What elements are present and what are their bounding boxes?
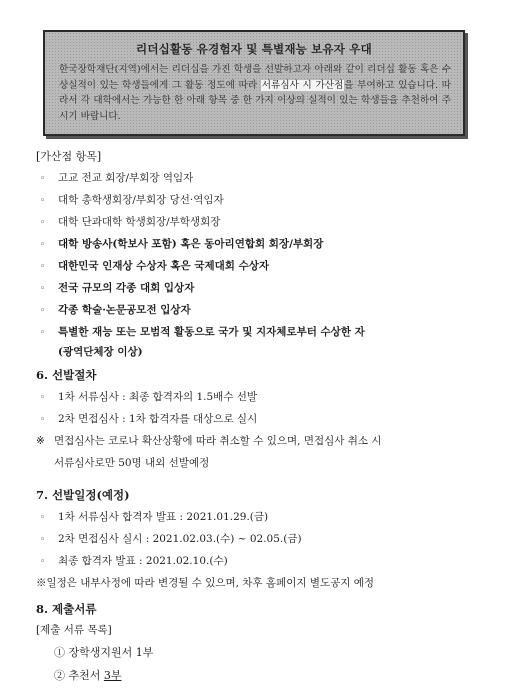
section-heading: 8. 제출서류 <box>36 602 97 616</box>
bullet-icon: ◦ <box>40 393 46 403</box>
bullet-icon: ◦ <box>40 262 46 272</box>
note: ※일정은 내부사정에 따라 변경될 수 있으며, 차후 홈페이지 별도공지 예정 <box>36 577 375 589</box>
bullet-icon: ◦ <box>40 284 46 294</box>
bullet-icon: ◦ <box>40 513 46 523</box>
list-item: ◦ 고교 전교 회장/부회장 역임자 <box>40 172 194 184</box>
bullet-icon: ◦ <box>40 240 46 250</box>
note: ※ 면접심사는 코로나 확산상황에 따라 취소할 수 있으며, 면접심사 취소 시 <box>36 435 382 447</box>
notice-body-text: 한국장학재단(지역)에서는 리더십을 가진 학생을 선발하고자 아래와 같이 리더십 활동 혹은 수상실적이 있는 학생들에게 그 활동 정도에 따라 <box>59 64 451 91</box>
notice-body <box>59 62 451 124</box>
list-item: ◦ 2차 면접심사 실시 : 2021.02.03.(수) ~ 02.05.(금) <box>40 533 302 545</box>
section-heading: 7. 선발일정(예정) <box>36 488 130 502</box>
bullet-icon: ◦ <box>40 174 46 184</box>
bullet-icon: ◦ <box>40 415 46 425</box>
notice-title: 리더십활동 유경험자 및 특별재능 보유자 우대 <box>136 42 372 56</box>
list-item: ◦ 각종 학술·논문공모전 입상자 <box>40 304 191 316</box>
bullet-icon: ◦ <box>40 196 46 206</box>
list-item: ◦ 1차 서류심사 합격자 발표 : 2021.01.29.(금) <box>40 511 269 523</box>
documents-subheading: [제출 서류 목록] <box>36 624 112 636</box>
note-continuation: 서류심사로만 50명 내외 선발예정 <box>54 457 210 469</box>
bullet-icon: ◦ <box>40 557 46 567</box>
bullet-icon: ◦ <box>40 306 46 316</box>
list-item: ◦ 최종 합격자 발표 : 2021.02.10.(수) <box>40 555 228 567</box>
document-item: ② 추천서 3부 <box>54 669 122 682</box>
document-item: ① 장학생지원서 1부 <box>54 646 154 659</box>
note-mark-icon: ※ <box>36 435 45 447</box>
notice-box <box>43 30 465 136</box>
number-marker: ① <box>54 646 65 659</box>
list-item-continuation: (광역단체장 이상) <box>58 346 143 358</box>
notice-body-text-end: 을 부여하고 있습니다. 따라서 각 대학에서는 가능한 한 아래 항목 중 한 가지 이상의 실적이 있는 학생들을 추천하여 주시기 바랍니다. <box>59 79 451 122</box>
notice-highlight: 서류심사 시 가산점 <box>261 79 344 91</box>
list-item: ◦ 대학 총학생회장/부회장 당선·역임자 <box>40 194 224 206</box>
number-marker: ② <box>54 669 65 682</box>
list-item: ◦ 전국 규모의 각종 대회 입상자 <box>40 282 195 294</box>
bullet-icon: ◦ <box>40 218 46 228</box>
list-item: ◦ 대학 방송사(학보사 포함) 혹은 동아리연합회 회장/부회장 <box>40 238 324 250</box>
list-item: ◦ 대학 단과대학 학생회장/부학생회장 <box>40 216 221 228</box>
bullet-icon: ◦ <box>40 328 46 338</box>
section-heading: 6. 선발절차 <box>36 368 97 382</box>
list-item: ◦ 2차 면접심사 : 1차 합격자를 대상으로 실시 <box>40 413 258 425</box>
list-item: ◦ 대한민국 인재상 수상자 혹은 국제대회 수상자 <box>40 260 269 272</box>
bullet-icon: ◦ <box>40 535 46 545</box>
bonus-heading: [가산점 항목] <box>36 150 102 163</box>
list-item: ◦ 특별한 재능 또는 모범적 활동으로 국가 및 지자체로부터 수상한 자 <box>40 326 365 338</box>
list-item: ◦ 1차 서류심사 : 최종 합격자의 1.5배수 선발 <box>40 391 258 403</box>
underlined-count: 3부 <box>103 669 122 682</box>
